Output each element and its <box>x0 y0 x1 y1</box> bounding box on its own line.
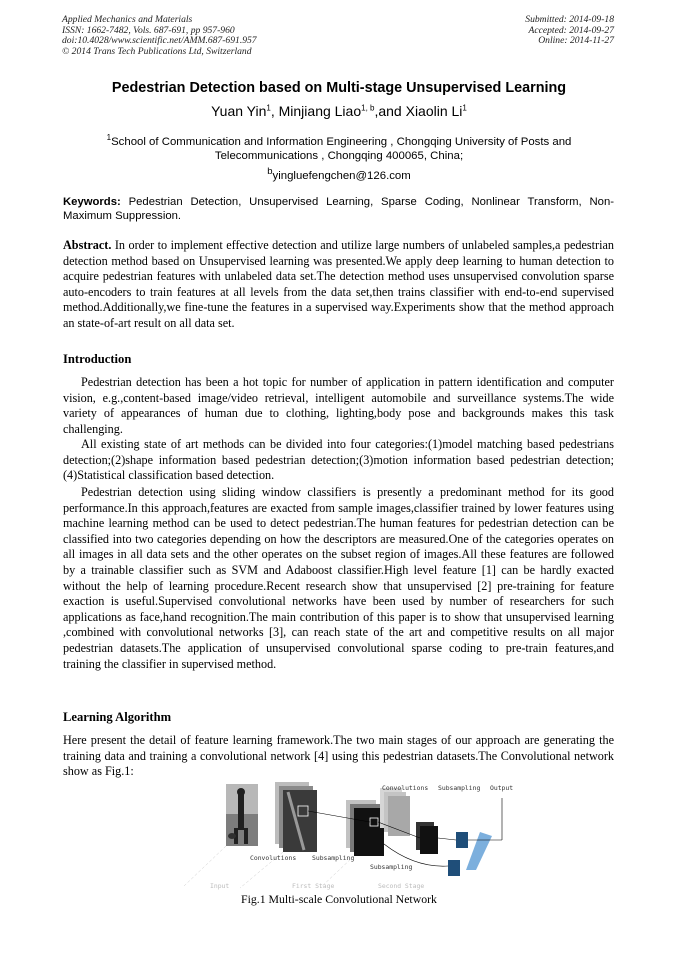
input-image <box>226 784 258 846</box>
output-units <box>448 832 492 876</box>
label-output: Output <box>490 784 514 792</box>
keywords-text: Pedestrian Detection, Unsupervised Learning, Sparse Coding, Nonlinear Transform, Non-Maximum Suppression. <box>63 196 614 223</box>
keywords-label: Keywords: <box>63 196 121 208</box>
abstract-label: Abstract. <box>63 238 112 252</box>
learning-paragraph-1: Here present the detail of feature learning framework.The two main stages of our approach are generating the training data and training a convolutional network [4] using this pedestrian datasets.The Convolutional network show as Fig.1: <box>63 733 614 779</box>
label-first-stage: First Stage <box>292 882 335 890</box>
intro-paragraph-1-text: Pedestrian detection has been a hot topic for number of application in pattern identification and computer vision, e.g.,content-based image/video retrieval, intelligent automobile and surveillance systems.The wide variety of appearances of human due to clothing, lighting,body pose and backgrounds makes this task challenging. <box>63 375 614 436</box>
submitted-date: Submitted: 2014-09-18 <box>525 14 614 25</box>
affiliation <box>70 131 608 163</box>
intro-paragraph-2 <box>63 437 614 484</box>
email-marker: b <box>267 166 273 177</box>
author-1: Yuan Yin <box>211 103 267 119</box>
affiliation-marker: 1 <box>106 133 112 142</box>
journal-doi: doi:10.4028/www.scientific.net/AMM.687-691.957 <box>62 35 257 47</box>
intro-paragraph-3 <box>63 485 614 672</box>
learning-algorithm-heading: Learning Algorithm <box>63 710 172 724</box>
conv-maps-top <box>380 788 410 836</box>
label-second-stage: Second Stage <box>378 882 425 890</box>
intro-paragraph-3-text: Pedestrian detection using sliding window classifiers is presently a predominant method for its good performance.In this approach,features are exacted from sample images,classifier trained by lower features using machine learning method can be used to detect pedestrian.The human features for pedestrian detection can be classified into two categories depending on how the descriptors are measured.One of the categories operates on all images in all data sets and the other operates on the subset region of images.All these features are followed by a trainable classifier such as SVM and Adaboost classifier.High level feature [1] can be hardly exacted without the help of learning procedure.Recent research show that unsupervised [2] pre-training for feature exaction is useful.Supervised convolutional networks have been used by number of researchers for such applications as face,hand recognition.The main contribution of this paper is to show that unsupervised learning ,combined with convolutional networks [3], can reach state of the art and competitive results on all major pedestrian datasets.The application of unsupervised convolutional sparse coding to pre-train features,and training the classifier in supervised method. <box>63 485 614 671</box>
intro-paragraph-2-text: All existing state of art methods can be divided into four categories:(1)model matching based pedestrians detection;(2)shape information based pedestrian detection;(3)motion information based pedestrian detection;(4)Statistical classification based detection. <box>63 437 614 483</box>
email-address: yingluefengchen@126.com <box>272 169 411 182</box>
keywords <box>63 195 614 224</box>
paper-title: Pedestrian Detection based on Multi-stage Unsupervised Learning <box>111 80 567 96</box>
second-stage-maps <box>346 800 384 856</box>
figure-caption: Fig.1 Multi-scale Convolutional Network <box>241 892 437 906</box>
author-3-affil: 1 <box>462 103 467 113</box>
author-list <box>0 103 678 119</box>
abstract-text: In order to implement effective detection and utilize large numbers of unlabeled samples,a pedestrian detection method based on Unsupervised learning was presented.We apply deep learning to human detection to acquire pedestrian features with unlabeled data set.The detection method uses unsupervised convolution sparse auto-encoders to train features at all levels from the data set,then trains classifier with end-to-end supervised method.Additionally,we fine-tune the features in a supervised way.Experiments show that the method approach an state-of-art result on all data set. <box>63 238 614 330</box>
online-date: Online: 2014-11-27 <box>538 35 614 47</box>
author-2-affil: 1, b <box>361 103 375 113</box>
dates-header <box>525 15 614 47</box>
abstract <box>63 238 614 332</box>
label-subsampling-lower: Subsampling <box>370 863 413 871</box>
label-subsampling-top: Subsampling <box>438 784 481 792</box>
network-diagram <box>180 778 520 894</box>
author-3: ,and Xiaolin Li <box>374 103 463 119</box>
intro-paragraph-1 <box>63 375 614 437</box>
affiliation-text: School of Communication and Information Engineering , Chongqing University of Posts and Telecommunications , Chongqing 400065, China; <box>111 135 572 162</box>
journal-copyright: © 2014 Trans Tech Publications Ltd, Switzerland <box>62 45 252 57</box>
journal-header <box>62 15 257 57</box>
contact-email <box>0 166 678 182</box>
first-stage-maps <box>275 782 317 852</box>
label-convolutions-top: Convolutions <box>382 784 429 792</box>
introduction-heading: Introduction <box>63 352 132 366</box>
author-2: , Minjiang Liao <box>270 103 362 119</box>
author-1-affil: 1 <box>266 103 271 113</box>
label-convolutions-bottom: Convolutions <box>250 854 297 862</box>
label-subsampling-bottom: Subsampling <box>312 854 355 862</box>
journal-name: Applied Mechanics and Materials <box>62 14 193 25</box>
label-input: Input <box>210 882 230 890</box>
journal-issn: ISSN: 1662-7482, Vols. 687-691, pp 957-960 <box>62 24 235 36</box>
accepted-date: Accepted: 2014-09-27 <box>528 24 614 36</box>
